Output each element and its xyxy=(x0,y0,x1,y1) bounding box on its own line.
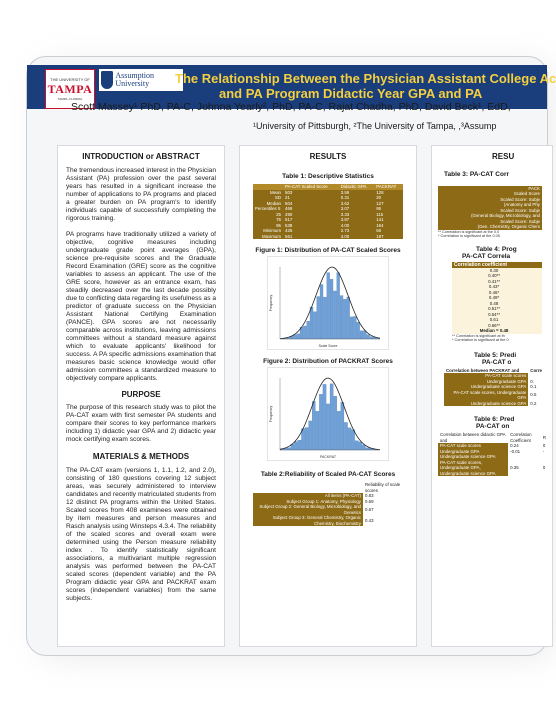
table-cell: Correlation between PACKRAT and xyxy=(444,368,528,374)
table5-caption: Table 5: Predi xyxy=(474,351,517,359)
table-cell: Median = 0.48 xyxy=(452,328,536,334)
table-cell: 0.40** xyxy=(452,273,536,279)
table-cell: 0.83 xyxy=(363,493,403,499)
results-heading: RESULTS xyxy=(309,152,347,161)
table-cell: Undergraduate science GPA xyxy=(444,384,528,390)
histogram-bar xyxy=(344,422,347,450)
table-cell: Correlation Coefficient xyxy=(508,432,541,443)
histogram-bar xyxy=(363,331,366,339)
table3-note: ** Correlation is significant at the 0.0 xyxy=(438,229,500,234)
table-cell: 0.67 xyxy=(363,504,403,515)
histogram-bar xyxy=(343,299,346,339)
figure1-caption: Figure 1: Distribution of PA-CAT Scaled Scores xyxy=(255,247,401,254)
histogram-bar xyxy=(310,307,313,339)
table-cell: 0.43* xyxy=(452,284,536,290)
histogram-bar xyxy=(340,296,343,339)
histogram-bar xyxy=(305,428,308,450)
table-cell: 5 xyxy=(277,206,281,211)
table-cell: PA-CAT scale scores xyxy=(444,373,528,379)
table-cell: 3.87 xyxy=(339,217,375,223)
packrat-histogram xyxy=(267,367,389,461)
table-cell: 66 xyxy=(374,228,403,234)
table-cell: 141 xyxy=(374,217,403,223)
table-cell: 21 xyxy=(283,195,339,201)
gpa-prediction-table xyxy=(438,432,548,476)
intro-paragraph: The tremendous increased interest in the Physician Assistant (PA) profession over the past several years has resulted in a significant increase the number of applications to PA programs and placed a greater burden on PA program's to identify individuals capable of successfully completing the rigorous training. xyxy=(66,167,216,222)
table-cell: Correlation coefficient xyxy=(452,262,536,268)
table-cell: 0.31 xyxy=(339,195,375,201)
histogram-bar xyxy=(334,396,337,450)
figure2-caption: Figure 2: Distribution of PACKRAT Scores xyxy=(263,358,393,365)
results-heading-cont: RESU xyxy=(492,152,515,161)
histogram-bar xyxy=(307,321,310,339)
logo-text: TAMPA, FLORIDA xyxy=(57,97,83,101)
table-cell: 128 xyxy=(374,190,403,196)
table-cell: 538 xyxy=(283,223,339,229)
table-cell: Correlation between didactic GPA and xyxy=(438,432,508,443)
table-cell: 0.35 xyxy=(508,460,541,477)
table-cell: Median xyxy=(253,201,283,207)
table-cell: Minimum xyxy=(253,228,283,234)
assumption-university-logo xyxy=(99,69,183,91)
title-line-2: and PA Program Didactic Year GPA and PA xyxy=(219,86,483,101)
shield-icon xyxy=(101,71,113,89)
histogram-bar xyxy=(319,394,322,450)
histogram-bars xyxy=(280,267,380,339)
histogram-bar xyxy=(341,402,344,450)
table-cell: PA-CAT scale scores xyxy=(438,443,508,449)
table-cell: 25 xyxy=(253,212,283,218)
table-cell: PA-CAT Scaled Score xyxy=(283,184,339,190)
table6-caption: Table 6: Pred xyxy=(474,416,515,423)
table-cell: 0.69 xyxy=(363,499,403,505)
scaled-score-histogram xyxy=(267,256,389,350)
histogram-bar xyxy=(298,440,301,450)
table-cell: Scaled Score: Subje xyxy=(438,208,542,214)
histogram-bar xyxy=(327,273,330,339)
histogram-bar xyxy=(320,285,323,340)
table-row xyxy=(253,482,403,493)
table-cell: Undergraduate science GPA xyxy=(438,454,508,460)
histogram-bar xyxy=(333,291,336,339)
histogram-bar xyxy=(362,445,365,450)
percentiles-label: Percentiles xyxy=(255,206,277,211)
table-cell: Subject Group 3: General Chemistry, Organic Chemistry, Biochemistry xyxy=(253,515,363,526)
table-cell: Undergraduate science GPA xyxy=(444,401,528,407)
table-cell: 3.59 xyxy=(339,190,375,196)
histogram-bar xyxy=(323,384,326,450)
table-cell: 503 xyxy=(283,190,339,196)
histogram-bar xyxy=(287,448,290,450)
title-line-1: The Relationship Between the Physician Assistant College Ac xyxy=(175,71,556,86)
reliability-table xyxy=(253,482,403,526)
table-cell: 0. xyxy=(528,379,544,385)
table-cell: 4.00 xyxy=(339,234,375,240)
logo-text: TAMPA xyxy=(47,82,93,96)
table-cell: 0.30 xyxy=(452,268,536,274)
histogram-bar xyxy=(367,335,370,339)
histogram-bar xyxy=(316,411,319,450)
histogram-bar xyxy=(353,316,356,339)
table-cell: 75 xyxy=(253,217,283,223)
table-cell: 4.00 xyxy=(339,223,375,229)
table-cell xyxy=(253,206,283,212)
table-cell: 504 xyxy=(283,201,339,207)
table-cell: 469 xyxy=(283,206,339,212)
table-row xyxy=(253,234,403,240)
table-row xyxy=(253,515,403,526)
methods-paragraph: The PA-CAT exam (versions 1, 1.1, 1.2, and 2.0), consisting of 180 questions covering 12 subject areas, was securely administered to interview candidates and recently matriculated students from 12 distinct PA programs within the United States. Scaled scores from 408 examinees were obtained by item measures and person measures and Rasch analysis using Winsteps 4.3.4. The reliability of the scaled scores and overall exam were determined using the Person measure reliability index . To identify statistically significant associations, a multivariant multiple regression analysis was performed between the PA-CAT scaled scores (dependent variable) and the PA Program didactic year GPA and PACKRAT exam scores (independent variables) from the same subjects. xyxy=(66,467,216,602)
table1-caption: Table 1: Descriptive Statistics xyxy=(282,173,374,180)
table-cell: 187 xyxy=(374,234,403,240)
intro-paragraph: PA programs have traditionally utilized a variety of objective, cognitive measures including undergraduate grade point averages (GPA), science pre-requisite scores and the Graduate Record Examination (GRE) score as the cognitive variables to assess an applicant. The use of the GRE score, however as an entrance exam, has steadily decreased over the last decade possibly due to conflicting data regarding its usefulness as a predictor of graduate success on the Physician Assistant National Certifying Examination (PANCE). GPA scores are not necessarily comparable across institutions, leaving admissions committees without a standard measure against which to evaluate applicants' likelihood for success. A PA specific admissions examination that measures basic science knowledge would offer admission committees a standardized measure to objectively compare applicants. xyxy=(66,231,216,382)
table-cell: 0.48 xyxy=(452,301,536,307)
table4-caption: Table 4: Prog xyxy=(476,245,517,253)
table-cell: PA-CAT scale scores, Undergraduate GPA xyxy=(444,390,528,401)
histogram-bar xyxy=(309,421,312,450)
program-correlation-table xyxy=(452,262,542,334)
correlation-table xyxy=(438,180,542,230)
histogram-bar xyxy=(326,404,329,450)
table-cell: R xyxy=(541,432,548,443)
table6-caption-2: PA-CAT on xyxy=(476,423,510,430)
histogram-bar xyxy=(312,401,315,450)
intro-heading: INTRODUCTION or ABSTRACT xyxy=(82,152,200,161)
table-cell: 0 xyxy=(541,443,548,449)
table-row xyxy=(253,504,403,515)
table-cell: 3.33 xyxy=(339,212,375,218)
table-cell: 0.49* xyxy=(452,295,536,301)
table-cell: (Anatomy and Phy xyxy=(438,202,542,208)
table-cell: 115 xyxy=(374,212,403,218)
table-cell: 0.41** xyxy=(452,279,536,285)
table-cell: - xyxy=(541,449,548,455)
table-cell: 0.51** xyxy=(452,306,536,312)
table5-caption-2: PA-CAT o xyxy=(482,358,512,366)
table-cell: Scaled Score: Subje xyxy=(438,197,542,203)
table-cell: Maximum xyxy=(253,234,283,240)
table-cell: (Gen. Chemistry, Organic Chem xyxy=(438,224,542,230)
table-cell: -0.01 xyxy=(508,449,541,455)
table-cell: All items (PA-CAT) xyxy=(253,493,363,499)
x-axis-label: PACKRAT xyxy=(319,455,337,459)
research-poster xyxy=(26,56,556,656)
histogram-bar xyxy=(330,384,333,450)
table-cell: 3.07 xyxy=(339,206,375,212)
table-cell: 561 xyxy=(283,234,339,240)
histogram-bar xyxy=(293,335,296,339)
table-cell: PA-CAT scale scores, Undergraduate GPA, Undergraduate science GPA xyxy=(438,460,508,477)
table-row xyxy=(444,401,544,407)
table-cell: 0.61 xyxy=(452,317,536,323)
table-cell: Subject Group 2: General Biology, Microbiology, and Genetics xyxy=(253,504,363,515)
table-cell: 3.62 xyxy=(339,201,375,207)
table-cell: PACK xyxy=(438,186,542,192)
table-cell: 0.43 xyxy=(363,515,403,526)
table-cell: 0.66** xyxy=(452,323,536,329)
affiliations: ¹University of Pittsburgh, ²The University of Tampa, ,³Assump xyxy=(253,121,497,131)
table-cell: Subject Group 1: Anatomy, Physiology xyxy=(253,499,363,505)
table4-caption-2: PA-CAT Correla xyxy=(462,252,511,260)
table-cell: Undergraduate GPA xyxy=(438,449,508,455)
table-cell: SD xyxy=(253,195,283,201)
table-cell: 0.54** xyxy=(452,312,536,318)
purpose-paragraph: The purpose of this research study was to pilot the PA-CAT exam with first semester PA students and compare their scores to key performance markers including 1) didactic year GPA and 2) didactic year mock certifying exam scores. xyxy=(66,404,216,443)
descriptive-statistics-table xyxy=(253,184,403,239)
histogram-bar xyxy=(323,297,326,339)
histogram-bar xyxy=(303,326,306,339)
table-cell: 0.46* xyxy=(452,290,536,296)
y-axis-label: Frequency xyxy=(269,294,273,312)
poster-header xyxy=(27,57,556,141)
histogram-bar xyxy=(347,297,350,339)
table4-note: ** Correlation is significant at th xyxy=(452,333,505,338)
x-axis-label: Scale Score xyxy=(318,344,338,348)
histogram-bar xyxy=(313,312,316,339)
histogram-bar xyxy=(350,317,353,339)
table-cell: 425 xyxy=(283,228,339,234)
table3-note: * Correlation is significant at the 0.05 xyxy=(438,233,500,238)
table-cell: 127 xyxy=(374,201,403,207)
table-cell: 0 xyxy=(541,460,548,477)
histogram-bar xyxy=(355,441,358,450)
logo-text: Assumption University xyxy=(115,71,155,88)
column-results xyxy=(239,145,417,647)
histogram-bar xyxy=(297,334,300,339)
table-cell xyxy=(253,482,363,493)
histogram-bar xyxy=(337,411,340,450)
table-cell: 0.2 xyxy=(528,401,544,407)
histogram-bar xyxy=(294,442,297,450)
histogram-bar xyxy=(370,337,373,339)
histogram-bar xyxy=(337,273,340,339)
table2-caption: Table 2:Reliability of Scaled PA-CAT Scores xyxy=(260,471,396,478)
column-introduction xyxy=(57,145,225,647)
table-cell: Reliability of scale scores xyxy=(363,482,403,493)
histogram-bar xyxy=(348,428,351,450)
table-cell: 0.24 xyxy=(508,443,541,449)
table-cell: 95 xyxy=(374,206,403,212)
histogram-bar xyxy=(359,442,362,450)
histogram-bar xyxy=(317,297,320,339)
histogram-bar xyxy=(330,279,333,339)
histogram-bar xyxy=(351,430,354,450)
logo-text: THE UNIVERSITY OF xyxy=(50,77,90,82)
table-cell: 517 xyxy=(283,217,339,223)
table-cell: PACKRAT xyxy=(374,184,403,190)
methods-heading: MATERIALS & METHODS xyxy=(92,452,190,461)
histogram-bar xyxy=(357,322,360,339)
histogram-bar xyxy=(360,331,363,339)
table-cell: 20 xyxy=(374,195,403,201)
table-row xyxy=(438,432,548,443)
y-axis-label: Frequency xyxy=(269,405,273,423)
histogram-bar xyxy=(366,448,369,450)
table3-caption: Table 3: PA-CAT Corr xyxy=(444,171,510,178)
table-cell: Undergraduate GPA xyxy=(444,379,528,385)
table-cell: 490 xyxy=(283,212,339,218)
authors: Scott Massey¹ PhD, PA-C, Johnna Yearly², PhD, PA-C, Rajat Chadha, PhD, David Beck¹, EdD, xyxy=(71,101,511,113)
purpose-heading: PURPOSE xyxy=(121,390,161,399)
table-cell: 2.73 xyxy=(339,228,375,234)
table-cell: 164 xyxy=(374,223,403,229)
table-cell: (General Biology, Microbiology, and xyxy=(438,213,542,219)
table-cell: Scaled Score xyxy=(438,191,542,197)
table-cell: 0.5 xyxy=(528,390,544,401)
histogram-bars xyxy=(280,378,380,450)
table4-note: * Correlation is significant at the 0 xyxy=(452,337,509,342)
table-cell: 95 xyxy=(253,223,283,229)
table-row xyxy=(444,390,544,401)
packrat-prediction-table xyxy=(444,368,544,407)
table-cell: Corre xyxy=(530,367,542,373)
table-row xyxy=(438,460,548,477)
column-results-continued xyxy=(431,145,553,647)
poster-title xyxy=(175,71,555,101)
table-cell: Mean xyxy=(253,190,283,196)
table-cell: Scaled Score: Subje xyxy=(438,219,542,225)
table-cell: Didactic GPA xyxy=(339,184,375,190)
table-cell: 0.1 xyxy=(528,384,544,390)
